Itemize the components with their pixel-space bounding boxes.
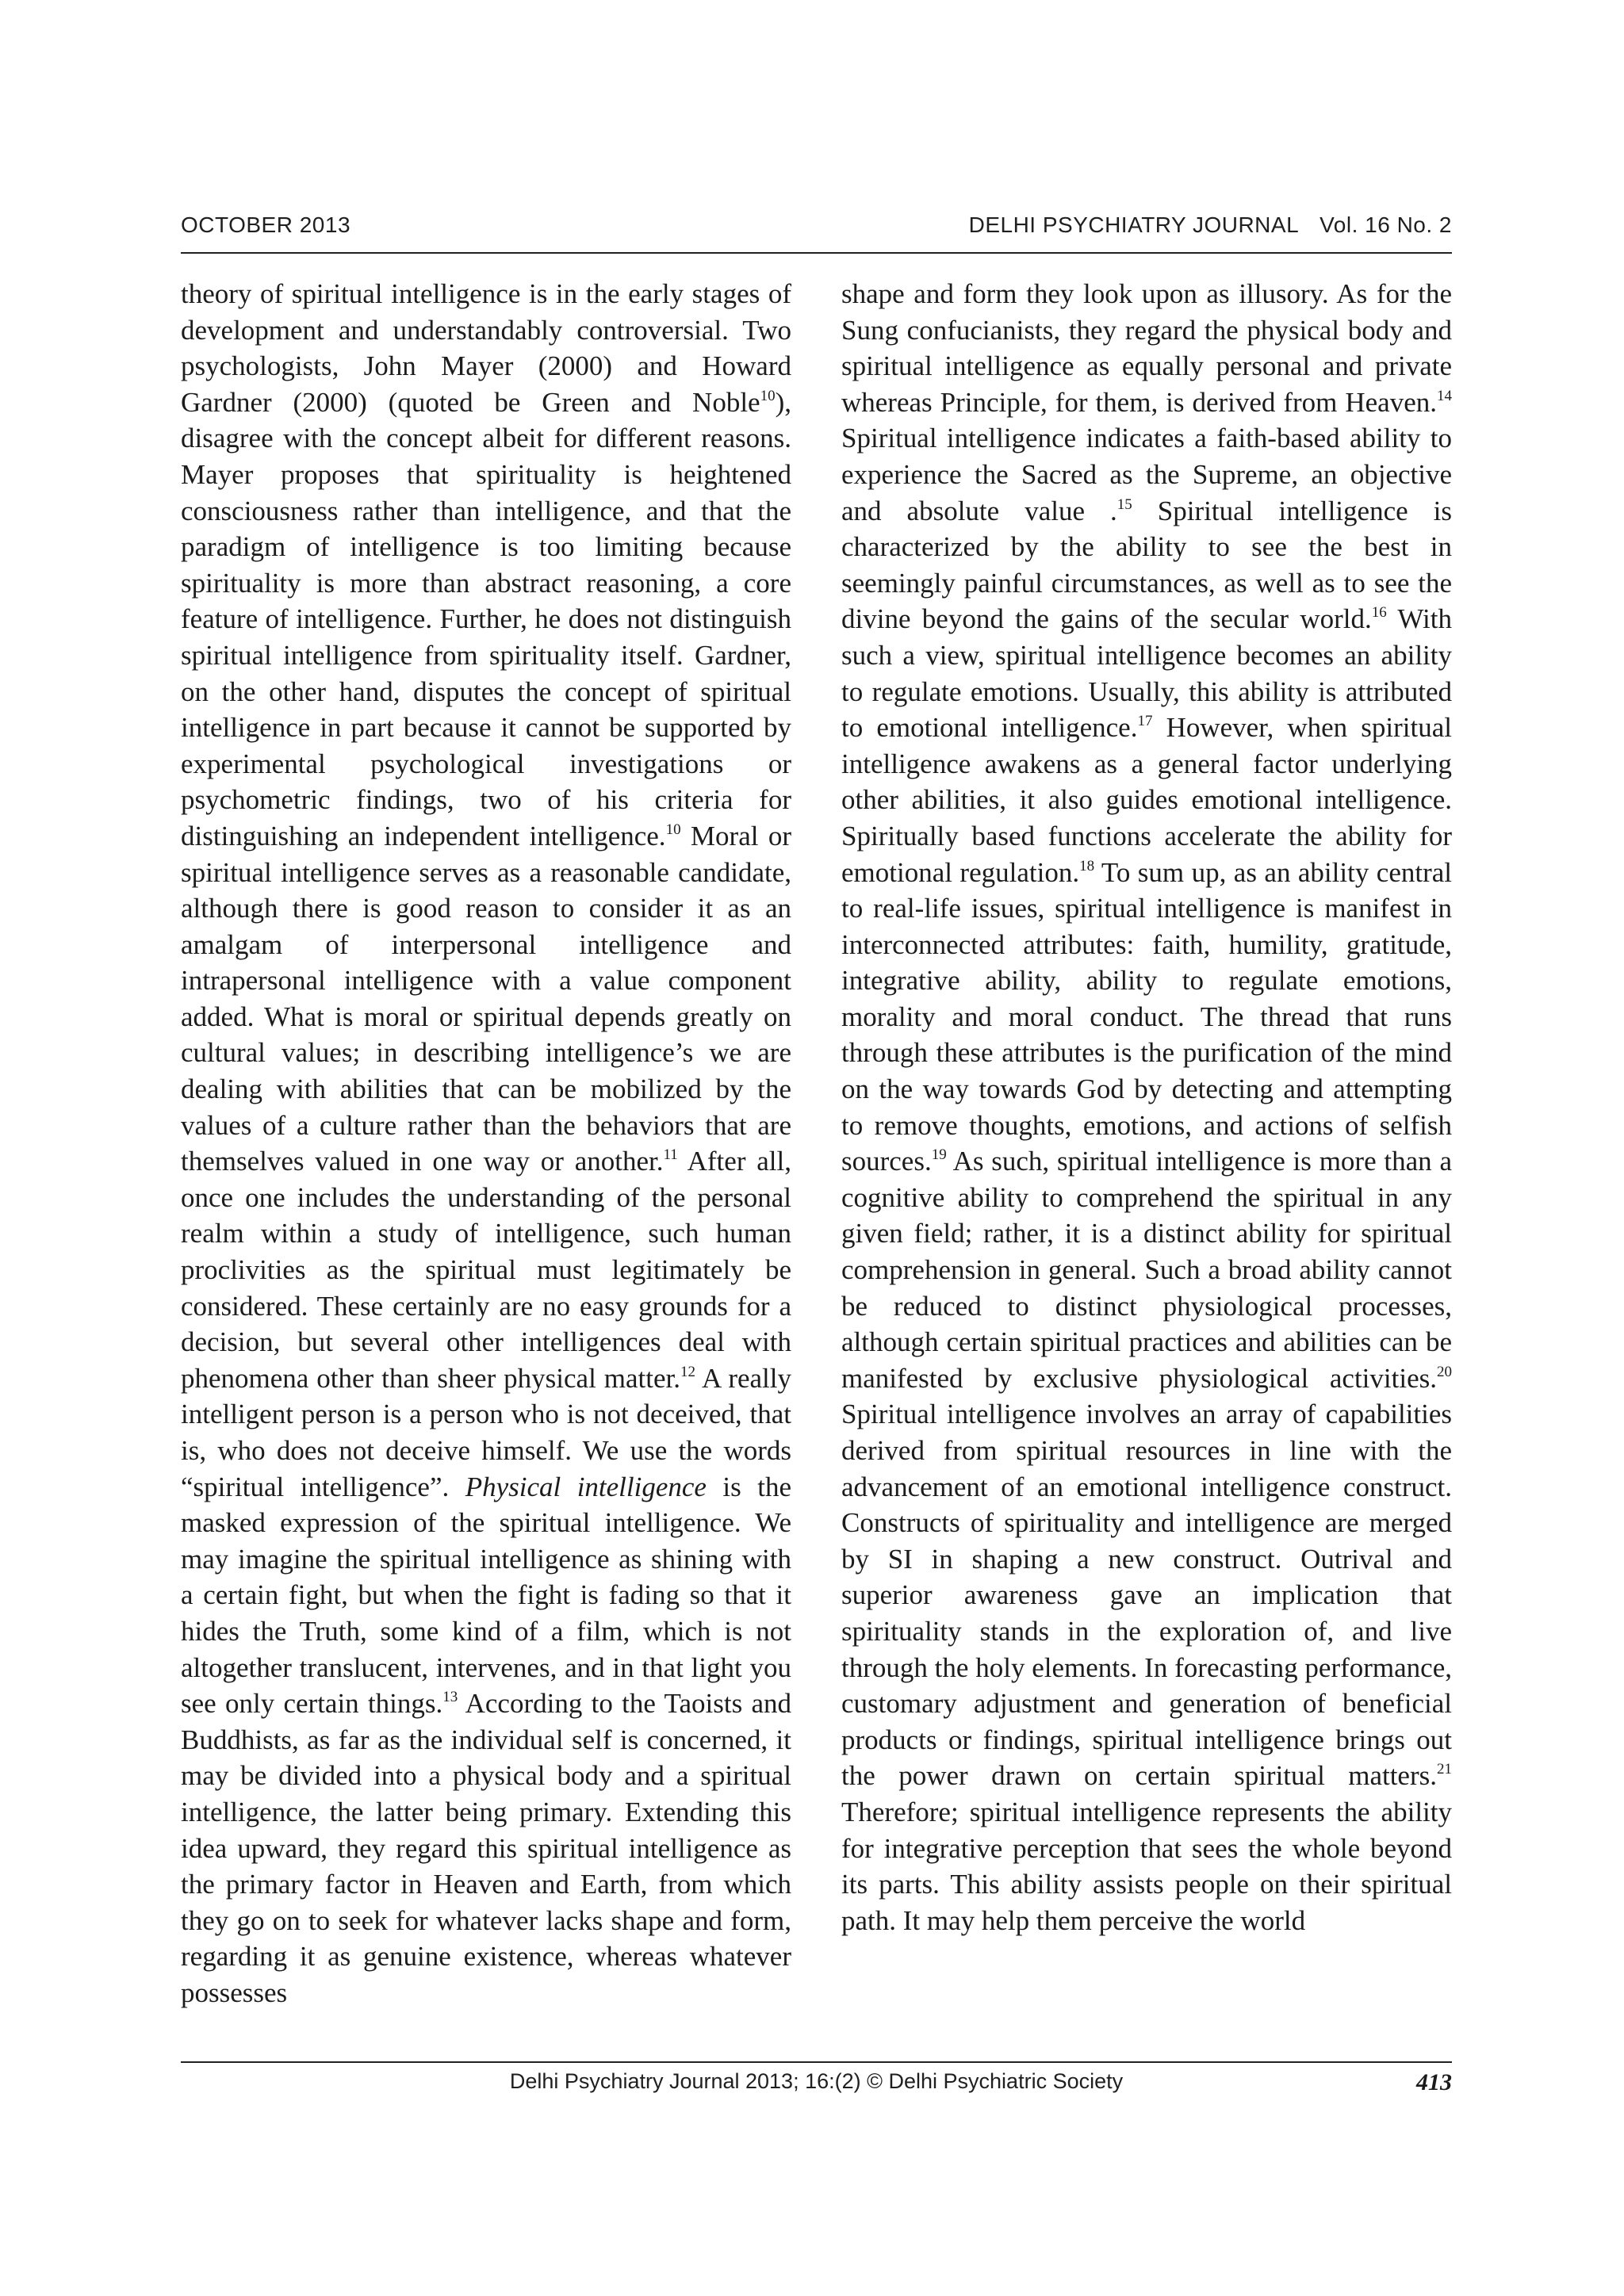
- text-run: Spiritual intelligence involves an array of capabilities derived from spiritual resources in line with the advancement of an emotional intelligence construct. Constructs of spirituality and intelligence are merged by SI in shaping a new construct. Outrival and superior awareness gave an implication that spirituality stands in the exploration of, and live through the holy elements. In forecasting performance, customary adjustment and generation of beneficial products or findings, spiritual intelligence brings out the power drawn on certain spiritual matters.: [841, 1399, 1452, 1792]
- citation-ref: 16: [1371, 604, 1387, 622]
- citation-ref: 20: [1437, 1363, 1452, 1380]
- text-run: Spiritual intelligence is characterized by the ability to see the best in seemingly painful circumstances, as well as to see the divine beyond the gains of the secular world.: [841, 495, 1452, 635]
- citation-ref: 14: [1437, 387, 1452, 404]
- text-run: Moral or spiritual intelligence serves as a reasonable candidate, although there is good reason to consider it as an amalgam of interpersonal intelligence and intrapersonal intelligence with a value component added. What is moral or spiritual depends greatly on cultural values; in describing intelligence’s we are dealing with abilities that can be mobilized by the values of a culture rather than the behaviors that are themselves valued in one way or another.: [181, 820, 791, 1177]
- text-run: After all, once one includes the understanding of the personal realm within a study of intelligence, such human proclivities as the spiritual must legitimately be considered. These certainly are no easy grounds for a decision, but several other intelligences deal with phenomena other than sheer physical matter.: [181, 1146, 791, 1394]
- body-paragraph: [841, 276, 1452, 1938]
- journal-title: DELHI PSYCHIATRY JOURNAL: [968, 212, 1300, 237]
- text-run: With such a view, spiritual intelligence becomes an ability to regulate emotions. Usually, this ability is attributed to emotional intelligence.: [841, 603, 1452, 744]
- body-paragraph: [181, 276, 791, 2011]
- journal-volume: Vol. 16 No. 2: [1320, 212, 1452, 237]
- header-rule: [181, 252, 1452, 254]
- citation-ref: 18: [1079, 857, 1095, 874]
- text-run: To sum up, as an ability central to real-life issues, spiritual intelligence is manifest in interconnected attributes: faith, humility, gratitude, integrative ability, ability to regulate emotions, morality and moral conduct. The thread that runs through these attributes is the purification of the mind on the way towards God by detecting and attempting to remove thoughts, emotions, and actions of selfish sources.: [841, 856, 1452, 1177]
- citation-ref: 11: [663, 1146, 678, 1164]
- issue-date: OCTOBER 2013: [181, 212, 351, 237]
- text-run: theory of spiritual intelligence is in the early stages of development and understandably controversial. Two psychologists, John Mayer (2000) and Howard Gardner (2000) (quoted be Green and Noble: [181, 278, 791, 418]
- left-column: [181, 276, 791, 2052]
- journal-info: [969, 212, 1452, 238]
- citation-ref: 10: [665, 821, 681, 838]
- citation-ref: 19: [931, 1146, 947, 1164]
- running-header: [181, 209, 1452, 244]
- text-run: is the masked expression of the spiritual intelligence. We may imagine the spiritual intelligence as shining with a certain fight, but when the fight is fading so that it hides the Truth, some kind of a film, which is not altogether translucent, intervenes, and in that light you see only certain things.: [181, 1471, 791, 1720]
- text-run: Spiritual intelligence indicates a faith-based ability to experience the Sacred as the Supreme, an objective and absolute value .: [841, 423, 1452, 526]
- text-run: However, when spiritual intelligence awakens as a general factor underlying other abilities, it also guides emotional intelligence. Spiritually based functions accelerate the ability for emotional regulation.: [841, 712, 1452, 888]
- text-run: According to the Taoists and Buddhists, as far as the individual self is concerned, it may be divided into a physical body and a spiritual intelligence, the latter being primary. Extending this idea upward, they regard this spiritual intelligence as the primary factor in Heaven and Earth, from which they go on to seek for whatever lacks shape and form, regarding it as genuine existence, whereas whatever possesses: [181, 1688, 791, 2008]
- citation-ref: 17: [1137, 713, 1153, 730]
- page-footer: [181, 2068, 1452, 2103]
- text-run: ), disagree with the concept albeit for different reasons. Mayer proposes that spirituality is heightened consciousness rather than intelligence, and that the paradigm of intelligence is too limiting because spirituality is more than abstract reasoning, a core feature of intelligence. Further, he does not distinguish spiritual intelligence from spirituality itself. Gardner, on the other hand, disputes the concept of spiritual intelligence in part because it cannot be supported by experimental psychological investigations or psychometric findings, two of his criteria for distinguishing an independent intelligence.: [181, 386, 791, 851]
- text-run: shape and form they look upon as illusory. As for the Sung confucianists, they regard the physical body and spiritual intelligence as equally personal and private whereas Principle, for them, is derived from Heaven.: [841, 278, 1452, 418]
- citation-ref: 13: [442, 1689, 458, 1706]
- citation-ref: 15: [1116, 496, 1132, 513]
- right-column: [841, 276, 1452, 2052]
- citation-ref: 21: [1437, 1761, 1452, 1778]
- citation-ref: 10: [760, 387, 776, 404]
- text-run: A really intelligent person is a person who is not deceived, that is, who does not deceive himself. We use the words “spiritual intelligence”.: [181, 1362, 791, 1502]
- footer-rule: [181, 2061, 1452, 2063]
- citation-ref: 12: [680, 1363, 695, 1380]
- text-run: Therefore; spiritual intelligence represents the ability for integrative perception that sees the whole beyond its parts. This ability assists people on their spiritual path. It may help them perceive the world: [841, 1796, 1452, 1936]
- italic-term: Physical intelligence: [465, 1471, 707, 1502]
- page-number: 413: [1416, 2069, 1452, 2095]
- footer-citation: Delhi Psychiatry Journal 2013; 16:(2) © Delhi Psychiatric Society: [509, 2069, 1124, 2093]
- text-run: As such, spiritual intelligence is more than a cognitive ability to comprehend the spiritual in any given field; rather, it is a distinct ability for spiritual comprehension in general. Such a broad ability cannot be reduced to distinct physiological processes, although certain spiritual practices and abilities can be manifested by exclusive physiological activities.: [841, 1146, 1452, 1394]
